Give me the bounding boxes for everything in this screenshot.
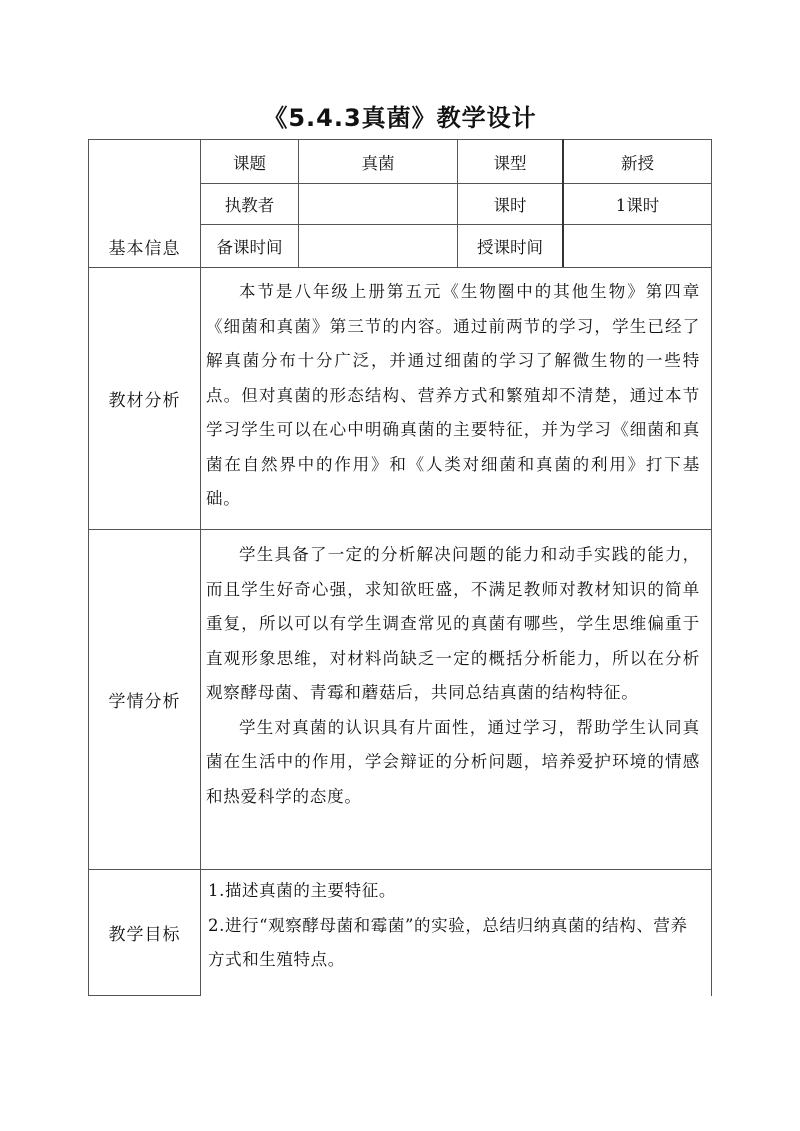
- student-analysis-paragraph: 学生具备了一定的分析解决问题的能力和动手实践的能力，而且学生好奇心强，求知欲旺盛，不满足教师对教材知识的简单重复，所以可以有学生调查常见的真菌有哪些，学生思维偏重于直观形象思维，对材料尚缺乏一定的概括分析能力，所以在分析观察酵母菌、青霉和蘑菇后，共同总结真菌的结构特征。: [206, 545, 700, 702]
- field-value: [299, 225, 457, 267]
- field-label: 执教者: [224, 196, 275, 215]
- basic-info-label: 基本信息: [108, 238, 181, 259]
- field-label: 备课时间: [216, 238, 283, 257]
- field-label: 课时: [493, 196, 527, 215]
- field-label: 课题: [233, 153, 266, 173]
- textbook-analysis-paragraph: 本节是八年级上册第五元《生物圈中的其他生物》第四章《细菌和真菌》第三节的内容。通过前两节的学习，学生已经了解真菌分布十分广泛，并通过细菌的学习了解微生物的一些特点。但对真菌的形态结构、营养方式和繁殖却不清楚，通过本节学习学生可以在心中明确真菌的主要特征，并为学习《细菌和真菌在自然界中的作用》和《人类对细菌和真菌的利用》打下基础。: [206, 282, 700, 508]
- field-value: [299, 184, 457, 224]
- student-analysis-label: 学情分析: [108, 692, 181, 712]
- student-analysis-text: [206, 538, 700, 814]
- table-border-right: [711, 139, 712, 996]
- field-value: 1课时: [615, 196, 660, 215]
- teaching-goals-list: [208, 874, 704, 978]
- field-label: 课型: [493, 153, 527, 173]
- field-value: 新授: [621, 153, 654, 173]
- column-divider: [200, 139, 201, 996]
- textbook-analysis-text: [206, 275, 700, 517]
- field-label: 授课时间: [477, 238, 543, 257]
- teaching-goals-label: 教学目标: [108, 925, 181, 945]
- field-value: [564, 225, 711, 267]
- field-value: 真菌: [361, 153, 395, 173]
- student-analysis-paragraph: 学生对真菌的认识具有片面性，通过学习，帮助学生认同真菌在生活中的作用，学会辩证的分析问题，培养爱护环境的情感和热爱科学的态度。: [206, 717, 700, 806]
- table-border-bottom-left: [88, 995, 200, 996]
- document-title: 《5.4.3真菌》教学设计: [263, 104, 537, 132]
- textbook-analysis-label: 教材分析: [108, 391, 181, 411]
- goal-item: 2.进行“观察酵母菌和霉菌”的实验，总结归纳真菌的结构、营养方式和生殖特点。: [208, 915, 688, 969]
- goal-item: 1.描述真菌的主要特征。: [208, 881, 396, 900]
